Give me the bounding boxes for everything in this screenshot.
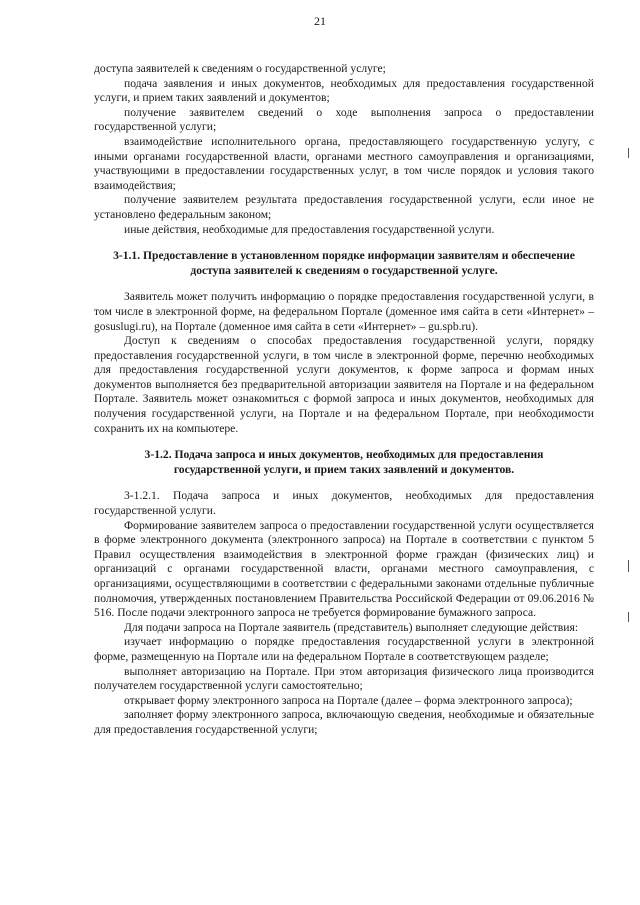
scan-artifact-mark xyxy=(628,148,629,158)
paragraph: изучает информацию о порядке предоставления государственной услуги в электронной форме, размещенную на Портале или на федеральном Портале в соответствующем разделе; xyxy=(94,635,594,663)
paragraph: Заявитель может получить информацию о порядке предоставления государственной услуги, в том числе в электронной форме, на федеральном Портале (доменное имя сайта в сети «Интернет» – gosuslugi.ru), на Портале (доменное имя сайта в сети «Интернет» – gu.spb.ru). xyxy=(94,290,594,333)
paragraph: открывает форму электронного запроса на Портале (далее – форма электронного запроса); xyxy=(124,693,573,707)
scan-artifact-mark xyxy=(628,560,629,572)
paragraph: Для подачи запроса на Портале заявитель (представитель) выполняет следующие действия: xyxy=(124,620,579,634)
paragraph: 3-1.2.1. Подача запроса и иных документов, необходимых для предоставления государственной услуги. xyxy=(94,489,594,518)
paragraph: иные действия, необходимые для предоставления государственной услуги. xyxy=(124,222,495,236)
paragraph: выполняет авторизацию на Портале. При этом авторизация физического лица производится получателем государственной услуги самостоятельно; xyxy=(94,664,594,693)
page-number: 21 xyxy=(314,14,326,28)
section-heading-3-1-2: 3-1.2. Подача запроса и иных документов, необходимых для предоставления государственной услуги, и прием таких заявлений и документов. xyxy=(144,448,544,476)
paragraph: доступа заявителей к сведениям о государственной услуге; xyxy=(94,62,386,75)
paragraph: заполняет форму электронного запроса, включающую сведения, необходимые и обязательные для предоставления государственной услуги; xyxy=(94,708,594,736)
document-body xyxy=(94,62,594,738)
paragraph: получение заявителем результата предоставления государственной услуги, если иное не установлено федеральным законом; xyxy=(94,193,594,221)
paragraph: взаимодействие исполнительного органа, предоставляющего государственную услугу, с иными органами государственной власти, органами местного самоуправления и организациями, участвующими в предоставлении государственных услуг, в том числе порядок и условия такого взаимодействия; xyxy=(94,134,594,192)
paragraph: Доступ к сведениям о способах предоставления государственной услуги, порядку предоставления государственной услуги, в том числе в электронной форме, перечню необходимых для предоставления государственной услуги документов, к форме запроса и формам иных документов выполняется без предварительной авторизации заявителя на Портале и на федеральном Портале. Заявитель может ознакомиться с формой запроса и иных документов, необходимых для получения государственной услуги, на Портале и на федеральном Портале, при необходимости сохранить их на компьютере. xyxy=(94,334,594,435)
paragraph: получение заявителем сведений о ходе выполнения запроса о предоставлении государственной услуги; xyxy=(94,105,594,134)
section-heading-3-1-1: 3-1.1. Предоставление в установленном порядке информации заявителям и обеспечение доступа заявителей к сведениям о государственной услуге. xyxy=(113,249,575,277)
paragraph: Формирование заявителем запроса о предоставлении государственной услуги осуществляется в форме электронного документа (электронного запроса) на Портале в соответствии с пунктом 5 Правил осуществления взаимодействия в электронной форме граждан (физических лиц) и организаций с органами государственной власти, органами местного самоуправления, с организациями, осуществляющими в соответствии с федеральными законами отдельные публичные полномочия, утвержденных постановлением Правительства Российской Федерации от 09.06.2016 № 516. После подачи электронного запроса не требуется формирование бумажного запроса. xyxy=(94,518,594,620)
scan-artifact-mark xyxy=(628,612,629,622)
paragraph: подача заявления и иных документов, необходимых для предоставления государственной услуги, и прием таких заявлений и документов; xyxy=(94,76,594,105)
